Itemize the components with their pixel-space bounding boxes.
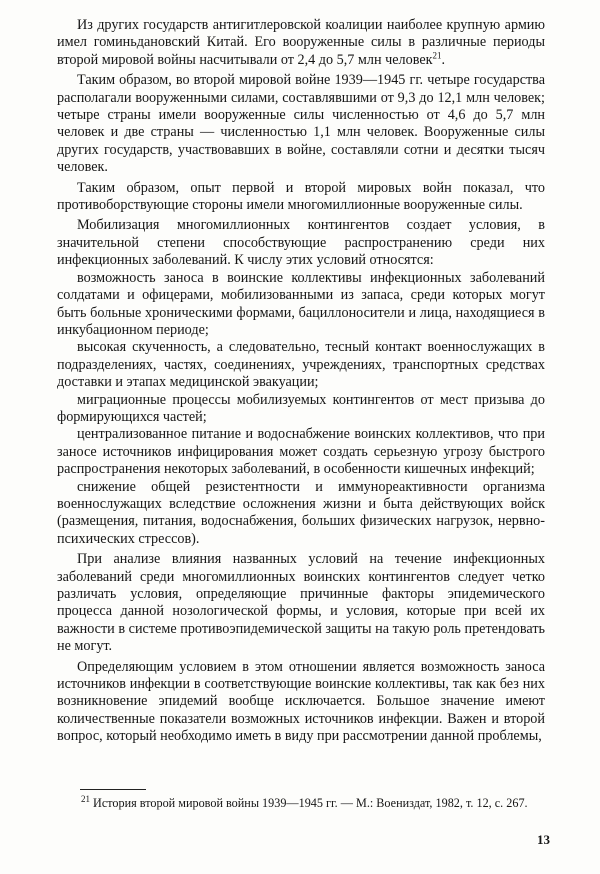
list-item: миграционные процессы мобилизуемых контингентов от мест призыва до формирующихся частей; <box>57 391 545 425</box>
paragraph-10: При анализе влияния названных условий на течение инфекционных заболеваний среди многомиллионных воинских контингентов следует четко различать условия, определяющие причинные факторы эпидемического процесса данной нозологической формы, и условия, которые при всей их важности в системе противоэпидемической защиты на такую роль претендовать не могут. <box>57 551 545 655</box>
paragraph-1: Из других государств антигитлеровской коалиции наиболее крупную армию имел гоминьдановский Китай. Его вооруженные силы в различные периоды второй мировой войны насчитывали от 2,4 до 5,7 млн человек$^{21}$. <box>57 17 545 68</box>
footnote-text: История второй мировой войны 1939—1945 гг. — М.: Воениздат, 1982, т. 12, с. 267. <box>93 796 528 810</box>
footnote-reference: 21 <box>432 50 442 61</box>
paragraph-2: Таким образом, во второй мировой войне 1939—1945 гг. четыре государства располагали вооруженными силами, составлявшими от 9,3 до 12,1 млн человек; четыре страны имели вооруженные силы численностью от 4,6 до 5,7 млн человек и две страны — численностью 1,1 млн человек. Вооруженные силы других государств, участвовавших в войне, составляли сотни и десятки тысяч человек. <box>57 72 545 176</box>
footnote-divider <box>80 789 146 790</box>
main-text <box>57 17 545 746</box>
list-item: высокая скученность, а следовательно, тесный контакт военнослужащих в подразделениях, частях, соединениях, учреждениях, транспортных средствах доставки и этапах медицинской эвакуации; <box>57 339 545 391</box>
list-item: снижение общей резистентности и иммунореактивности организма военнослужащих вследствие осложнения жизни и быта действующих войск (размещения, питания, водоснабжения, больших физических нагрузок, нервно-психических стрессов). <box>57 478 545 547</box>
list-item: централизованное питание и водоснабжение воинских коллективов, что при заносе источников инфицирования может создать серьезную угрозу быстрого распространения некоторых заболеваний, в особенности кишечных инфекций; <box>57 426 545 478</box>
paragraph-1-text: Из других государств антигитлеровской коалиции наиболее крупную армию имел гоминьдановский Китай. Его вооруженные силы в различные периоды второй мировой войны насчитывали от 2,4 до 5,7 млн человек <box>57 17 545 68</box>
footnote-marker: 21 <box>81 793 90 804</box>
list-item: возможность заноса в воинские коллективы инфекционных заболеваний солдатами и офицерами, мобилизованными из запаса, среди которых могут быть больные хроническими формами, бациллоносители и лица, находящиеся в инкубационном периоде; <box>57 269 545 338</box>
paragraph-4: Мобилизация многомиллионных контингентов создает условия, в значительной степени способствующие распространению среди них инфекционных заболеваний. К числу этих условий относятся: <box>57 217 545 269</box>
paragraph-11: Определяющим условием в этом отношении является возможность заноса источников инфекции в соответствующие воинские коллективы, так как без них возникновение эпидемий вообще исключается. Большое значение имеют количественные показатели возможных источников инфекции. Важен и второй вопрос, который необходимо иметь в виду при рассмотрении данной проблемы, <box>57 658 545 745</box>
page-number: 13 <box>537 832 550 847</box>
footnote <box>57 793 545 811</box>
paragraph-3: Таким образом, опыт первой и второй мировых войн показал, что противоборствующие стороны имели многомиллионные вооруженные силы. <box>57 179 545 214</box>
